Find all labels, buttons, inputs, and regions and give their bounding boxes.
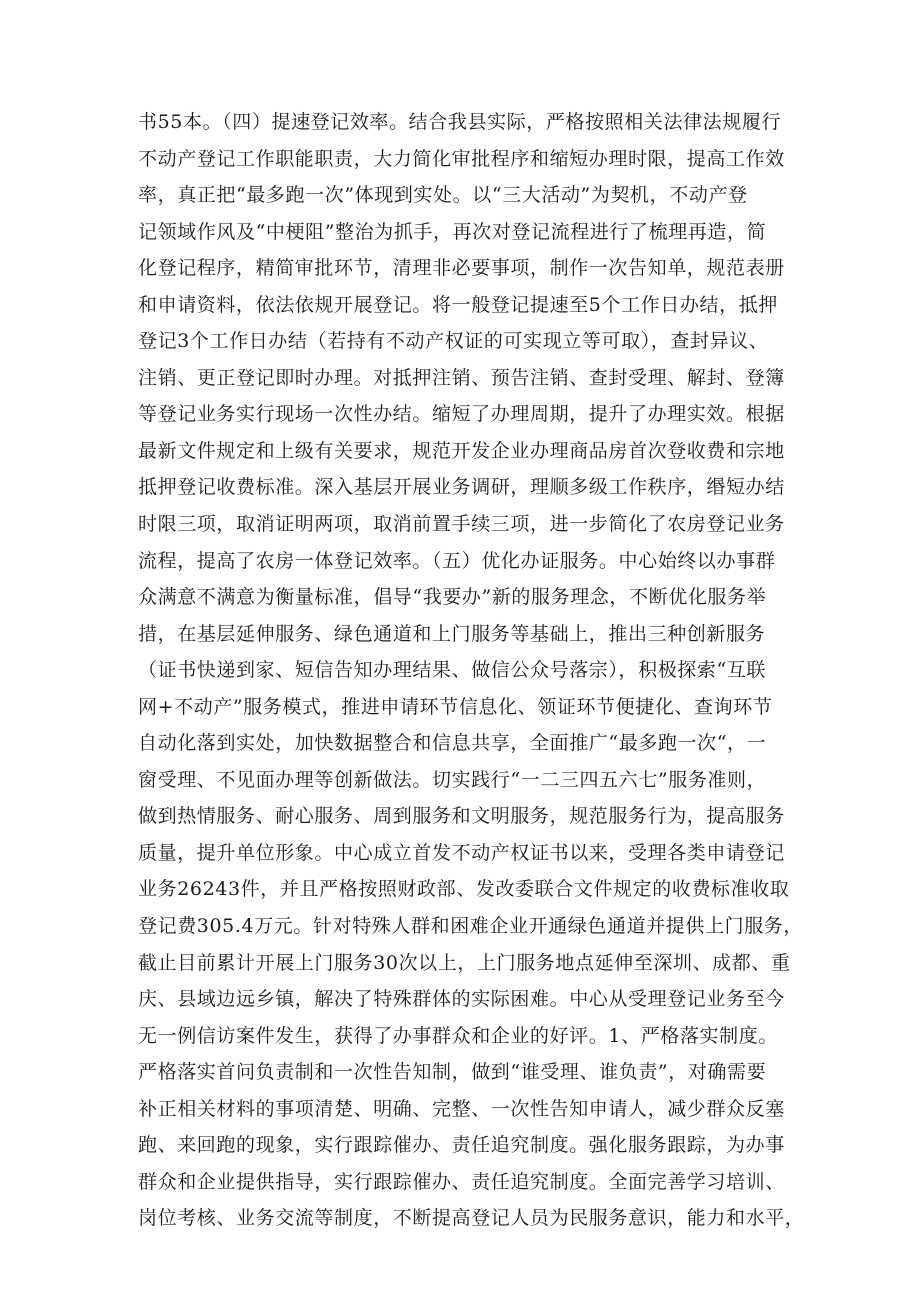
text-line: 跑、来回跑的现象，实行跟踪催办、责任追究制度。强化服务跟踪，为办事 (138, 1134, 785, 1157)
text-line: 众满意不满意为衡量标准，倡导“我要办”新的服务理念，不断优化服务举 (138, 586, 767, 609)
text-line: 不动产登记工作职能职责，大力简化审批程序和缩短办理时限，提高工作效 (138, 147, 785, 170)
text-line: 无一例信访案件发生，获得了办事群众和企业的好评。1、严格落实制度。 (138, 1024, 778, 1047)
text-line: 群众和企业提供指导，实行跟踪催办、责任追究制度。全面完善学习培训、 (138, 1170, 785, 1193)
text-line: 截止目前累计开展上门服务30次以上，上门服务地点延伸至深圳、成都、重 (138, 951, 791, 974)
text-line: 自动化落到实处，加快数据整合和信息共享，全面推广“最多跑一次“，一 (138, 732, 767, 755)
text-line: 网+不动产”服务模式，推进申请环节信息化、领证环节便捷化、查询环节 (138, 695, 773, 718)
body-text (138, 104, 805, 1237)
text-line: 措，在基层延伸服务、绿色通道和上门服务等基础上，推出三种创新服务 (138, 622, 766, 645)
text-line: 岗位考核、业务交流等制度，不断提高登记人员为民服务意识，能力和水平， (138, 1207, 805, 1230)
text-line: 登记3个工作日办结（若持有不动产权证的可实现立等可取），查封异议、 (138, 330, 769, 353)
text-line: （证书快递到家、短信告知办理结果、做信公众号落宗），积极探索“互联 (138, 659, 767, 682)
text-line: 质量，提升单位形象。中心成立首发不动产权证书以来，受理各类申请登记 (138, 841, 785, 864)
text-line: 和申请资料，依法依规开展登记。将一般登记提速至5个工作日办结，抵押 (138, 293, 778, 316)
text-line: 严格落实首问负责制和一次性告知制，做到“谁受理、谁负责”，对确需要 (138, 1061, 767, 1084)
text-line: 时限三项，取消证明两项，取消前置手续三项，进一步简化了农房登记业务 (138, 513, 785, 536)
text-line: 率，真正把“最多跑一次”体现到实处。以“三大活动”为契机，不动产登 (138, 184, 748, 207)
text-line: 做到热情服务、耐心服务、周到服务和文明服务，规范服务行为，提高服务 (138, 805, 785, 828)
text-line: 记领域作风及“中梗阻”整治为抓手，再次对登记流程进行了梳理再造，简 (138, 220, 767, 243)
text-line: 补正相关材料的事项清楚、明确、完整、一次性告知申请人，减少群众反塞 (138, 1097, 785, 1120)
text-line: 最新文件规定和上级有关要求，规范开发企业办理商品房首次登收费和宗地 (138, 439, 785, 462)
text-line: 庆、县域边远乡镇，解决了特殊群体的实际困难。中心从受理登记业务至今 (138, 988, 785, 1011)
text-line: 注销、更正登记即时办理。对抵押注销、预告注销、查封受理、解封、登簿 (138, 366, 785, 389)
text-line: 等登记业务实行现场一次性办结。缩短了办理周期，提升了办理实效。根据 (138, 403, 785, 426)
text-line: 书55本。（四）提速登记效率。结合我县实际，严格按照相关法律法规履行 (138, 111, 782, 133)
text-line: 抵押登记收费标准。深入基层开展业务调研，理顺多级工作秩序，缗短办结 (138, 476, 785, 499)
text-line: 流程，提高了农房一体登记效率。（五）优化办证服务。中心始终以办事群 (138, 549, 776, 572)
text-line: 化登记程序，精简审批环节，清理非必要事项，制作一次告知单，规范表册 (138, 257, 785, 280)
text-line: 登记费305.4万元。针对特殊人群和困难企业开通绿色通道并提供上门服务， (138, 915, 803, 938)
text-line: 业务26243件，并且严格按照财政部、发改委联合文件规定的收费标准收取 (138, 878, 790, 901)
text-line: 窗受理、不见面办理等创新做法。切实践行“一二三四五六七”服务准则， (138, 768, 767, 791)
